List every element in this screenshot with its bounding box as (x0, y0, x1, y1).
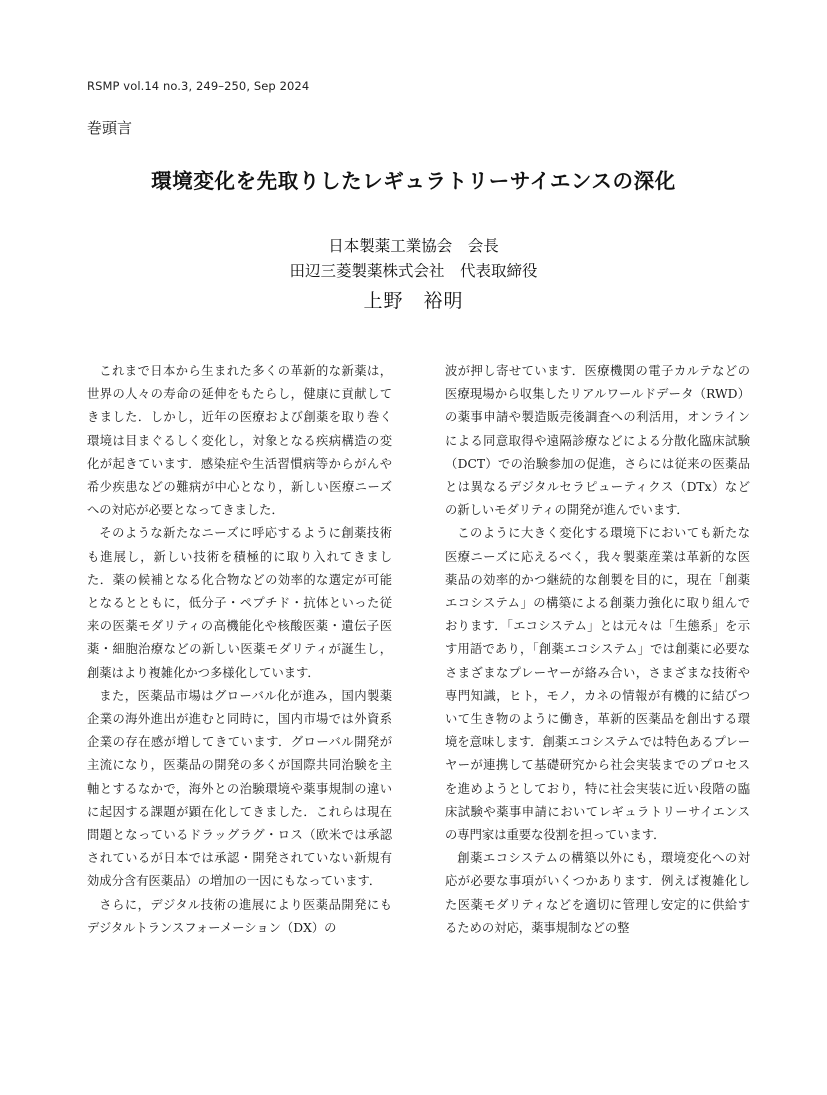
paragraph: そのような新たなニーズに呼応するように創薬技術も進展し，新しい技術を積極的に取り入れてきました．薬の候補となる化合物などの効率的な選定が可能となるとともに，低分子・ペプチド・抗体といった従来の医薬モダリティの高機能化や核酸医薬・遺伝子医薬・細胞治療などの新しい医薬モダリティが誕生し，創薬はより複雑化かつ多様化しています． (87, 526, 392, 680)
body-column-left (87, 360, 392, 940)
author-name: 上野 裕明 (363, 290, 464, 312)
author-affiliation-2: 田辺三菱製薬株式会社 代表取締役 (289, 262, 538, 280)
paragraph-continuation: 波が押し寄せています．医療機関の電子カルテなどの医療現場から収集したリアルワールドデータ（RWD）の薬事申請や製造販売後調査への利活用，オンラインによる同意取得や遠隔診療などによる分散化臨床試験（DCT）での治験参加の促進，さらには従来の医薬品とは異なるデジタルセラピューティクス（DTx）などの新しいモダリティの開発が進んでいます． (445, 364, 750, 518)
paragraph: これまで日本から生まれた多くの革新的な新薬は，世界の人々の寿命の延伸をもたらし，健康に貢献してきました．しかし，近年の医療および創薬を取り巻く環境は目まぐるしく変化し，対象となる疾病構造の変化が起きています．感染症や生活習慣病等からがんや希少疾患などの難病が中心となり，新しい医療ニーズへの対応が必要となってきました． (87, 364, 392, 518)
body-column-right (445, 360, 750, 940)
section-label: 巻頭言 (87, 119, 133, 137)
article-title: 環境変化を先取りしたレギュラトリーサイエンスの深化 (151, 169, 676, 193)
author-affiliation-1: 日本製薬工業協会 会長 (328, 237, 499, 255)
running-head: RSMP vol.14 no.3, 249–250, Sep 2024 (87, 79, 310, 93)
paragraph: 創薬エコシステムの構築以外にも，環境変化への対応が必要な事項がいくつかあります．例えば複雑化した医薬モダリティなどを適切に管理し安定的に供給するための対応，薬事規制などの整 (445, 851, 750, 935)
paragraph: また，医薬品市場はグローバル化が進み，国内製薬企業の海外進出が進むと同時に，国内市場では外資系企業の存在感が増してきています．グローバル開発が主流になり，医薬品の開発の多くが国際共同治験を主軸とするなかで，海外との治験環境や薬事規制の違いに起因する課題が顕在化してきました．これらは現在問題となっているドラッグラグ・ロス（欧米では承認されているが日本では承認・開発されていない新規有効成分含有医薬品）の増加の一因にもなっています． (87, 688, 392, 889)
paragraph: さらに，デジタル技術の進展により医薬品開発にもデジタルトランスフォーメーション（DX）の (87, 897, 392, 935)
paragraph: このように大きく変化する環境下においても新たな医療ニーズに応えるべく，我々製薬産業は革新的な医薬品の効率的かつ継続的な創製を目的に，現在「創薬エコシステム」の構築による創薬力強化に取り組んでおります．「エコシステム」とは元々は「生態系」を示す用語であり，「創薬エコシステム」では創薬に必要なさまざまなプレーヤーが絡み合い，さまざまな技術や専門知識，ヒト，モノ，カネの情報が有機的に結びついて生き物のように働き，革新的医薬品を創出する環境を意味します．創薬エコシステムでは特色あるプレーヤーが連携して基礎研究から社会実装までのプロセスを進めようとしており，特に社会実装に近い段階の臨床試験や薬事申請においてレギュラトリーサイエンスの専門家は重要な役割を担っています． (445, 526, 750, 843)
